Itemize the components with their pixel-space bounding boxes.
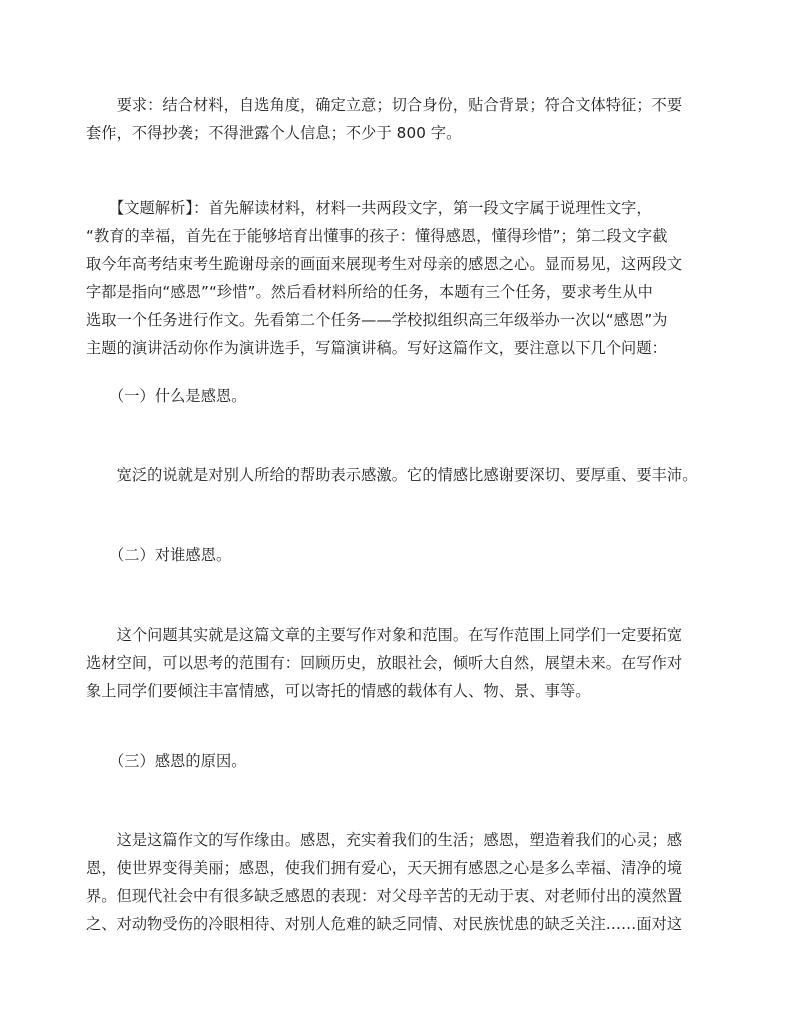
text-line: 这个问题其实就是这篇文章的主要写作对象和范围。在写作范围上同学们一定要拓宽 [86,626,683,644]
text-line: “教育的幸福，首先在于能够培育出懂事的孩子：懂得感恩，懂得珍惜”；第二段文字截 [86,227,668,245]
section-heading: （二）对谁感恩。 [86,546,232,564]
text-line: 字都是指向“感恩”“珍惜”。然后看材料所给的任务，本题有三个任务，要求考生从中 [86,283,653,301]
text-line: 宽泛的说就是对别人所给的帮助表示感激。它的情感比感谢要深切、要厚重、要丰沛。 [86,466,698,484]
section-heading: （一）什么是感恩。 [86,387,247,405]
text-line: 取今年高考结束考生跪谢母亲的画面来展现考生对母亲的感恩之心。显而易见，这两段文 [86,255,683,273]
text-line: 选取一个任务进行作文。先看第二个任务——学校拟组织高三年级举办一次以“感恩”为 [86,311,668,329]
text-line: 主题的演讲活动你作为演讲选手，写篇演讲稿。写好这篇作文，要注意以下几个问题： [86,339,667,357]
text-line: 之、对动物受伤的冷眼相待、对别人危难的缺乏同情、对民族忧患的缺乏关注……面对这 [86,915,683,933]
text-line: 要求：结合材料，自选角度，确定立意；切合身份，贴合背景；符合文体特征；不要 [86,96,683,114]
section-heading: （三）感恩的原因。 [86,752,247,770]
text-line: 界。但现代社会中有很多缺乏感恩的表现：对父母辛苦的无动于衷、对老师付出的漠然置 [86,887,683,905]
text-line: 【文题解析】：首先解读材料，材料一共两段文字，第一段文字属于说理性文字， [86,199,652,217]
text-line: 套作，不得抄袭；不得泄露个人信息；不少于 800 字。 [86,124,462,142]
text-line: 恩，使世界变得美丽；感恩，使我们拥有爱心，天天拥有感恩之心是多么幸福、清净的境 [86,859,683,877]
text-line: 象上同学们要倾注丰富情感，可以寄托的情感的载体有人、物、景、事等。 [86,682,591,700]
text-line: 这是这篇作文的写作缘由。感恩，充实着我们的生活；感恩，塑造着我们的心灵；感 [86,831,683,849]
text-line: 选材空间，可以思考的范围有：回顾历史，放眼社会，倾听大自然，展望未来。在写作对 [86,654,683,672]
